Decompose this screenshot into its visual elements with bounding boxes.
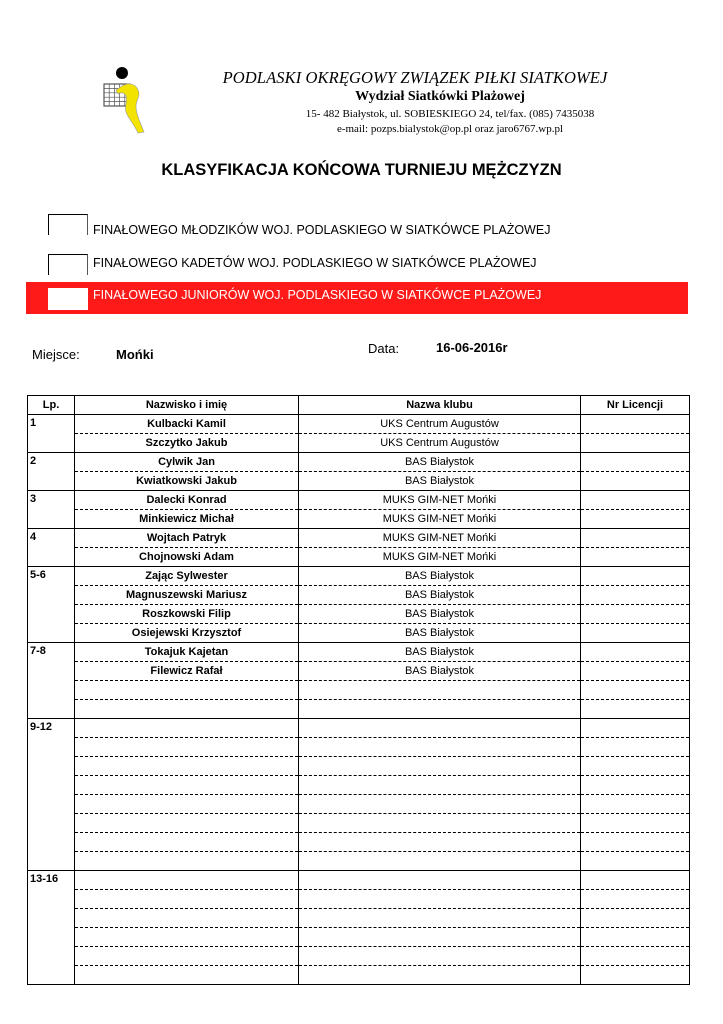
table-row xyxy=(28,833,690,852)
club-name-cell: MUKS GIM-NET Mońki xyxy=(299,510,581,529)
license-cell xyxy=(581,491,690,510)
club-name-cell: MUKS GIM-NET Mońki xyxy=(299,548,581,567)
table-row xyxy=(28,871,690,890)
header-lp: Lp. xyxy=(28,396,75,415)
club-name-cell xyxy=(299,719,581,738)
player-name-cell xyxy=(75,909,299,928)
table-row xyxy=(28,928,690,947)
table-row xyxy=(28,605,690,624)
table-row xyxy=(28,814,690,833)
license-cell xyxy=(581,700,690,719)
player-name-cell xyxy=(75,681,299,700)
organization-email: e-mail: pozps.bialystok@op.pl oraz jaro6767.wp.pl xyxy=(336,123,564,135)
table-row xyxy=(28,947,690,966)
player-name-cell xyxy=(75,700,299,719)
player-name-cell xyxy=(75,966,299,985)
placement-cell: 5-6 xyxy=(28,567,75,643)
table-row xyxy=(28,719,690,738)
club-name-cell xyxy=(299,738,581,757)
club-name-cell xyxy=(299,833,581,852)
club-name-cell: MUKS GIM-NET Mońki xyxy=(299,529,581,548)
club-name-cell xyxy=(299,681,581,700)
license-cell xyxy=(581,719,690,738)
option-label: FINAŁOWEGO MŁODZIKÓW WOJ. PODLASKIEGO W SIATKÓWCE PLAŻOWEJ xyxy=(93,223,551,237)
player-name-cell xyxy=(75,928,299,947)
club-name-cell: BAS Białystok xyxy=(299,662,581,681)
results-body xyxy=(28,415,690,985)
player-name-cell xyxy=(75,947,299,966)
club-name-cell: BAS Białystok xyxy=(299,643,581,662)
option-juniorow[interactable] xyxy=(26,282,688,314)
club-name-cell xyxy=(299,890,581,909)
license-cell xyxy=(581,586,690,605)
player-name-cell: Magnuszewski Mariusz xyxy=(75,586,299,605)
organization-name: PODLASKI OKRĘGOWY ZWIĄZEK PIŁKI SIATKOWEJ xyxy=(222,68,608,87)
license-cell xyxy=(581,548,690,567)
club-name-cell: BAS Białystok xyxy=(299,605,581,624)
placement-cell: 13-16 xyxy=(28,871,75,985)
player-name-cell xyxy=(75,719,299,738)
club-name-cell: BAS Białystok xyxy=(299,472,581,491)
player-name-cell: Kulbacki Kamil xyxy=(75,415,299,434)
table-row xyxy=(28,852,690,871)
volleyball-federation-logo xyxy=(100,66,160,136)
license-cell xyxy=(581,624,690,643)
table-row xyxy=(28,966,690,985)
table-row xyxy=(28,567,690,586)
header-name: Nazwisko i imię xyxy=(75,396,299,415)
player-name-cell xyxy=(75,852,299,871)
license-cell xyxy=(581,605,690,624)
player-name-cell: Wojtach Patryk xyxy=(75,529,299,548)
license-cell xyxy=(581,681,690,700)
place-value: Mońki xyxy=(116,347,154,362)
player-name-cell: Filewicz Rafał xyxy=(75,662,299,681)
date-value: 16-06-2016r xyxy=(436,340,508,355)
club-name-cell xyxy=(299,871,581,890)
table-row xyxy=(28,757,690,776)
club-name-cell xyxy=(299,947,581,966)
club-name-cell: BAS Białystok xyxy=(299,624,581,643)
player-name-cell: Osiejewski Krzysztof xyxy=(75,624,299,643)
table-row xyxy=(28,909,690,928)
player-name-cell: Tokajuk Kajetan xyxy=(75,643,299,662)
club-name-cell: BAS Białystok xyxy=(299,586,581,605)
license-cell xyxy=(581,434,690,453)
ball-icon xyxy=(116,67,128,79)
club-name-cell xyxy=(299,966,581,985)
license-cell xyxy=(581,415,690,434)
header-license: Nr Licencji xyxy=(581,396,690,415)
document-title: KLASYFIKACJA KOŃCOWA TURNIEJU MĘŻCZYZN xyxy=(161,161,562,179)
player-name-cell xyxy=(75,795,299,814)
placement-cell: 1 xyxy=(28,415,75,453)
table-row xyxy=(28,681,690,700)
club-name-cell xyxy=(299,700,581,719)
club-name-cell xyxy=(299,909,581,928)
player-name-cell: Szczytko Jakub xyxy=(75,434,299,453)
table-header-row xyxy=(28,396,690,415)
option-kadetow[interactable] xyxy=(26,247,688,279)
option-checkbox[interactable] xyxy=(48,254,88,275)
table-row xyxy=(28,662,690,681)
table-row xyxy=(28,700,690,719)
table-row xyxy=(28,491,690,510)
player-name-cell xyxy=(75,890,299,909)
table-row xyxy=(28,472,690,491)
table-row xyxy=(28,529,690,548)
table-row xyxy=(28,776,690,795)
club-name-cell: BAS Białystok xyxy=(299,453,581,472)
table-row xyxy=(28,415,690,434)
license-cell xyxy=(581,890,690,909)
place-label: Miejsce: xyxy=(32,347,80,362)
date-label: Data: xyxy=(368,341,400,356)
club-name-cell xyxy=(299,852,581,871)
option-label: FINAŁOWEGO KADETÓW WOJ. PODLASKIEGO W SIATKÓWCE PLAŻOWEJ xyxy=(93,256,537,270)
license-cell xyxy=(581,567,690,586)
player-name-cell: Dalecki Konrad xyxy=(75,491,299,510)
license-cell xyxy=(581,529,690,548)
club-name-cell xyxy=(299,776,581,795)
license-cell xyxy=(581,947,690,966)
club-name-cell: MUKS GIM-NET Mońki xyxy=(299,491,581,510)
player-name-cell xyxy=(75,833,299,852)
player-name-cell: Minkiewicz Michał xyxy=(75,510,299,529)
placement-cell: 3 xyxy=(28,491,75,529)
option-checkbox[interactable] xyxy=(48,288,88,310)
license-cell xyxy=(581,757,690,776)
placement-cell: 4 xyxy=(28,529,75,567)
license-cell xyxy=(581,472,690,491)
player-name-cell xyxy=(75,814,299,833)
license-cell xyxy=(581,510,690,529)
license-cell xyxy=(581,966,690,985)
club-name-cell xyxy=(299,928,581,947)
table-row xyxy=(28,453,690,472)
placement-cell: 2 xyxy=(28,453,75,491)
player-name-cell: Roszkowski Filip xyxy=(75,605,299,624)
player-name-cell: Zając Sylwester xyxy=(75,567,299,586)
club-name-cell xyxy=(299,757,581,776)
license-cell xyxy=(581,928,690,947)
department-name: Wydział Siatkówki Plażowej xyxy=(355,89,525,104)
table-row xyxy=(28,510,690,529)
table-row xyxy=(28,586,690,605)
license-cell xyxy=(581,909,690,928)
table-row xyxy=(28,890,690,909)
license-cell xyxy=(581,643,690,662)
header-club: Nazwa klubu xyxy=(299,396,581,415)
license-cell xyxy=(581,833,690,852)
license-cell xyxy=(581,871,690,890)
club-name-cell xyxy=(299,814,581,833)
table-row xyxy=(28,795,690,814)
club-name-cell: UKS Centrum Augustów xyxy=(299,434,581,453)
placement-cell: 9-12 xyxy=(28,719,75,871)
player-name-cell xyxy=(75,776,299,795)
license-cell xyxy=(581,852,690,871)
player-silhouette-icon xyxy=(116,84,144,133)
table-row xyxy=(28,434,690,453)
player-name-cell xyxy=(75,738,299,757)
club-name-cell xyxy=(299,795,581,814)
option-mlodzikow[interactable] xyxy=(26,212,688,244)
table-row xyxy=(28,548,690,567)
license-cell xyxy=(581,814,690,833)
club-name-cell: BAS Białystok xyxy=(299,567,581,586)
table-row xyxy=(28,643,690,662)
organization-address: 15- 482 Białystok, ul. SOBIESKIEGO 24, tel/fax. (085) 7435038 xyxy=(305,108,595,120)
table-row xyxy=(28,624,690,643)
placement-cell: 7-8 xyxy=(28,643,75,719)
player-name-cell: Chojnowski Adam xyxy=(75,548,299,567)
option-checkbox[interactable] xyxy=(48,214,88,235)
license-cell xyxy=(581,738,690,757)
license-cell xyxy=(581,453,690,472)
option-label: FINAŁOWEGO JUNIORÓW WOJ. PODLASKIEGO W SIATKÓWCE PLAŻOWEJ xyxy=(93,288,542,302)
player-name-cell xyxy=(75,871,299,890)
table-row xyxy=(28,738,690,757)
license-cell xyxy=(581,795,690,814)
results-table xyxy=(27,395,690,985)
club-name-cell: UKS Centrum Augustów xyxy=(299,415,581,434)
license-cell xyxy=(581,662,690,681)
player-name-cell: Cylwik Jan xyxy=(75,453,299,472)
license-cell xyxy=(581,776,690,795)
player-name-cell xyxy=(75,757,299,776)
player-name-cell: Kwiatkowski Jakub xyxy=(75,472,299,491)
